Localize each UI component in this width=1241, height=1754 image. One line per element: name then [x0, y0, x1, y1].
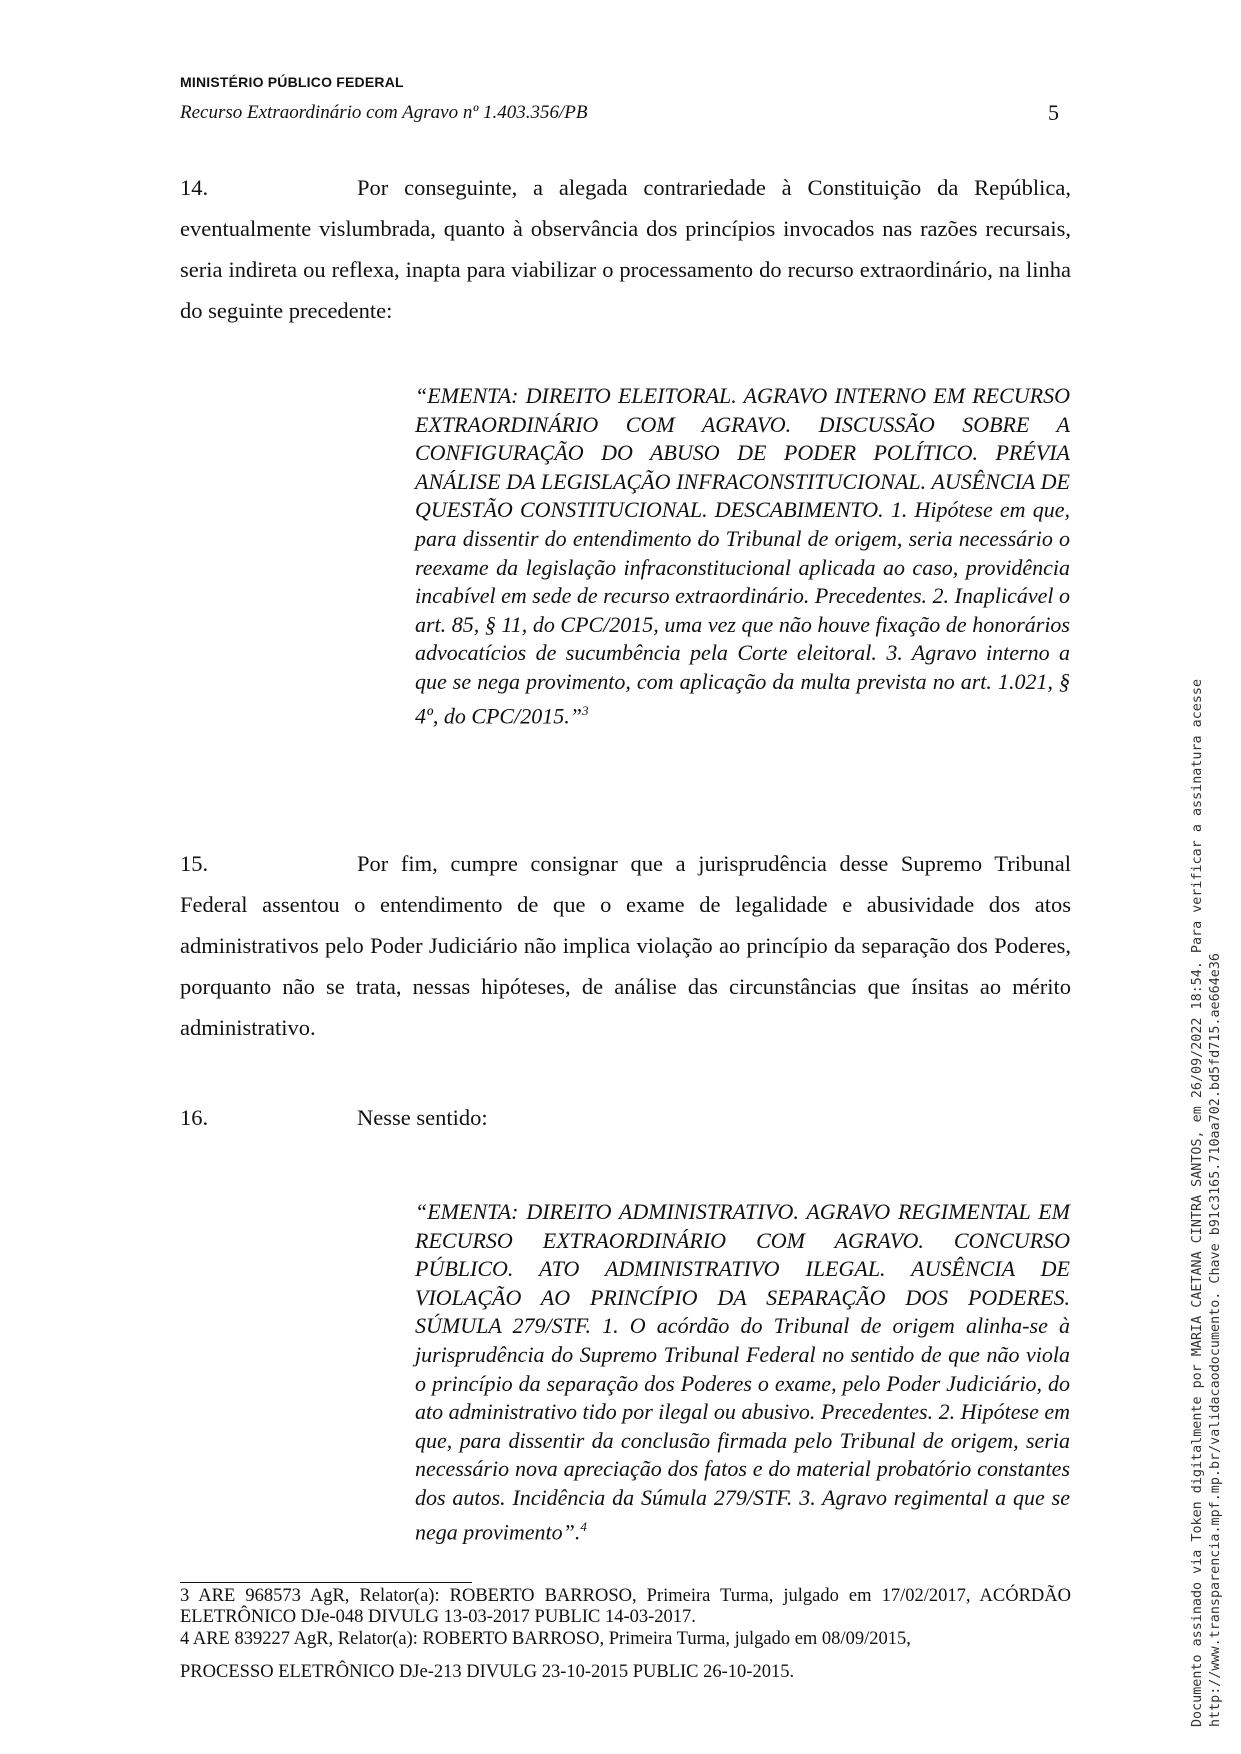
page-number: 5: [1048, 100, 1059, 125]
signature-verification-link[interactable]: http://www.transparencia.mpf.mp.br/validacaodocumento. Chave b91c3165.710aa702.bd5fd715.ae664e36: [1208, 953, 1223, 1727]
footnote-3: 3 ARE 968573 AgR, Relator(a): ROBERTO BARROSO, Primeira Turma, julgado em 17/02/2017, ACÓRDÃO ELETRÔNICO DJe-048 DIVULG 13-03-2017 PUBLIC 14-03-2017.: [180, 1586, 1071, 1627]
footnote-separator: [180, 1582, 472, 1583]
digital-signature-notice: [1189, 400, 1225, 1727]
paragraph-14: [180, 167, 1071, 331]
paragraph-text: Por conseguinte, a alegada contrariedade à Constituição da República, eventualmente vislumbrada, quanto à observância dos princípios invocados nas razões recursais, seria indireta ou reflexa, inapta para viabilizar o processamento do recurso extraordinário, na linha do seguinte precedente:: [180, 175, 1071, 323]
signature-line-1: Documento assinado via Token digitalmente por MARIA CAETANA CINTRA SANTOS, em 26/09/2022 18:54. Para verificar a assinatura acesse: [1190, 678, 1205, 1727]
paragraph-text: Por fim, cumpre consignar que a jurisprudência desse Supremo Tribunal Federal assentou o entendimento de que o exame de legalidade e abusividade dos atos administrativos pelo Poder Judiciário não implica violação ao princípio da separação dos Poderes, porquanto não se trata, nessas hipóteses, de análise das circunstâncias que ínsitas ao mérito administrativo.: [180, 851, 1071, 1040]
footnote-ref: 3: [581, 702, 589, 718]
paragraph-number: 16.: [180, 1105, 209, 1130]
quote-ementa-1: [415, 382, 1070, 730]
quote-ementa-2: [415, 1198, 1070, 1546]
paragraph-16: [180, 1097, 1071, 1138]
case-reference: Recurso Extraordinário com Agravo nº 1.403.356/PB: [180, 102, 588, 123]
paragraph-15: [180, 843, 1071, 1048]
quote-text: “EMENTA: DIREITO ELEITORAL. AGRAVO INTERNO EM RECURSO EXTRAORDINÁRIO COM AGRAVO. DISCUSSÃO SOBRE A CONFIGURAÇÃO DO ABUSO DE PODER POLÍTICO. PRÉVIA ANÁLISE DA LEGISLAÇÃO INFRACONSTITUCIONAL. AUSÊNCIA DE QUESTÃO CONSTITUCIONAL. DESCABIMENTO. 1. Hipótese em que, para dissentir do entendimento do Tribunal de origem, seria necessário o reexame da legislação infraconstitucional aplicada ao caso, providência incabível em sede de recurso extraordinário. Precedentes. 2. Inaplicável o art. 85, § 11, do CPC/2015, uma vez que não houve fixação de honorários advocatícios de sucumbência pela Corte eleitoral. 3. Agravo interno a que se nega provimento, com aplicação da multa prevista no art. 1.021, § 4º, do CPC/2015.”: [415, 383, 1070, 728]
quote-text: “EMENTA: DIREITO ADMINISTRATIVO. AGRAVO REGIMENTAL EM RECURSO EXTRAORDINÁRIO COM AGRAVO. CONCURSO PÚBLICO. ATO ADMINISTRATIVO ILEGAL. AUSÊNCIA DE VIOLAÇÃO AO PRINCÍPIO DA SEPARAÇÃO DOS PODERES. SÚMULA 279/STF. 1. O acórdão do Tribunal de origem alinha-se à jurisprudência do Supremo Tribunal Federal no sentido de que não viola o princípio da separação dos Poderes o exame, pelo Poder Judiciário, do ato administrativo tido por ilegal ou abusivo. Precedentes. 2. Hipótese em que, para dissentir da conclusão firmada pelo Tribunal de origem, seria necessário nova apreciação dos fatos e do material probatório constantes dos autos. Incidência da Súmula 279/STF. 3. Agravo regimental a que se nega provimento”.: [415, 1199, 1070, 1544]
footnote-4: 4 ARE 839227 AgR, Relator(a): ROBERTO BARROSO, Primeira Turma, julgado em 08/09/2015,: [180, 1629, 911, 1649]
paragraph-number: 15.: [180, 851, 209, 876]
organization-header: MINISTÉRIO PÚBLICO FEDERAL: [180, 74, 404, 90]
footnote-4-continued: PROCESSO ELETRÔNICO DJe-213 DIVULG 23-10-2015 PUBLIC 26-10-2015.: [180, 1662, 795, 1682]
paragraph-number: 14.: [180, 175, 209, 200]
footnote-ref: 4: [580, 1518, 587, 1534]
paragraph-text: Nesse sentido:: [357, 1105, 488, 1130]
